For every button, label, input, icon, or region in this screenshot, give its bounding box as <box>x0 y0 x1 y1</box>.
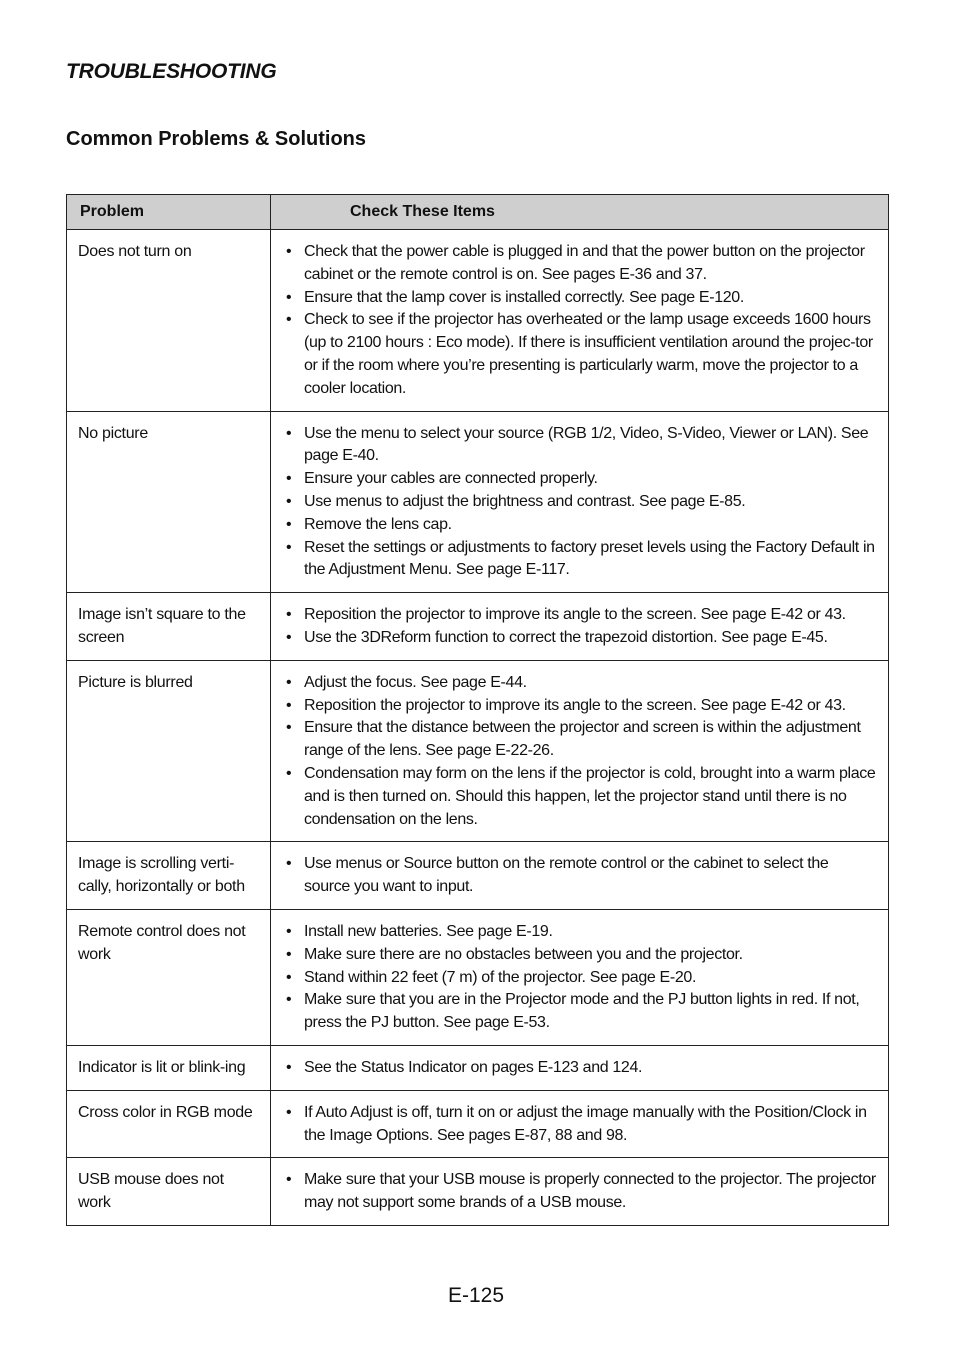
list-item-text: Make sure that you are in the Projector mode and the PJ button lights in red. If not, press the PJ button. See page E-53. <box>304 991 860 1032</box>
table-row <box>67 1090 889 1158</box>
list-item <box>283 287 876 310</box>
table-row <box>67 909 889 1045</box>
list-item-text: Ensure that the distance between the projector and screen is within the adjustment range of the lens. See page E-22-26. <box>304 719 861 760</box>
check-items-list <box>283 853 876 899</box>
list-item-text: Use menus to adjust the brightness and contrast. See page E-85. <box>304 492 746 510</box>
list-item <box>283 921 876 944</box>
bullet-icon: • <box>286 991 292 1009</box>
page-subtitle: Common Problems & Solutions <box>66 128 367 150</box>
table-row <box>67 660 889 842</box>
list-item-text: Use the menu to select your source (RGB 1/2, Video, S-Video, Viewer or LAN). See page E-40. <box>304 424 869 465</box>
list-item <box>283 309 876 400</box>
bullet-icon: • <box>286 855 292 873</box>
bullet-icon: • <box>286 311 292 329</box>
check-items-list <box>283 672 876 832</box>
list-item <box>283 491 876 514</box>
check-items-cell <box>271 660 889 842</box>
list-item-text: Remove the lens cap. <box>304 515 452 533</box>
check-items-list <box>283 1169 876 1215</box>
table-row <box>67 842 889 910</box>
bullet-icon: • <box>286 968 292 986</box>
list-item <box>283 672 876 695</box>
list-item-text: Ensure that the lamp cover is installed correctly. See page E-120. <box>304 288 744 306</box>
list-item-text: Use the 3DReform function to correct the trapezoid distortion. See page E-45. <box>304 628 828 646</box>
troubleshooting-table <box>66 194 889 1226</box>
list-item <box>283 853 876 899</box>
list-item <box>283 514 876 537</box>
list-item <box>283 1169 876 1215</box>
list-item-text: Install new batteries. See page E-19. <box>304 922 553 940</box>
bullet-icon: • <box>286 470 292 488</box>
bullet-icon: • <box>286 1171 292 1189</box>
check-items-list <box>283 604 876 650</box>
list-item <box>283 627 876 650</box>
bullet-icon: • <box>286 719 292 737</box>
check-items-cell <box>271 1158 889 1226</box>
list-item-text: Make sure that your USB mouse is properly connected to the projector. The projector may not support some brands of a USB mouse. <box>304 1171 876 1212</box>
list-item-text: Check that the power cable is plugged in and that the power button on the projector cabinet or the remote control is on. See pages E-36 and 37. <box>304 243 865 283</box>
table-row <box>67 411 889 593</box>
problem-cell: Cross color in RGB mode <box>67 1090 271 1158</box>
bullet-icon: • <box>286 424 292 442</box>
bullet-icon: • <box>286 288 292 306</box>
list-item-text: If Auto Adjust is off, turn it on or adjust the image manually with the Position/Clock in the Image Options. See pages E-87, 88 and 98. <box>304 1103 867 1144</box>
check-items-cell <box>271 230 889 412</box>
list-item <box>283 604 876 627</box>
section-title: TROUBLESHOOTING <box>66 60 277 83</box>
check-items-list <box>283 1102 876 1148</box>
problem-cell: Remote control does not work <box>67 909 271 1045</box>
bullet-icon: • <box>286 922 292 940</box>
list-item-text: Reset the settings or adjustments to factory preset levels using the Factory Default in the Adjustment Menu. See page E-117. <box>304 538 875 579</box>
list-item <box>283 944 876 967</box>
check-items-cell <box>271 1090 889 1158</box>
list-item-text: Ensure your cables are connected properly. <box>304 470 598 488</box>
list-item <box>283 1102 876 1148</box>
list-item <box>283 241 876 287</box>
bullet-icon: • <box>286 515 292 533</box>
bullet-icon: • <box>286 492 292 510</box>
check-items-list <box>283 921 876 1035</box>
list-item-text: Check to see if the projector has overheated or the lamp usage exceeds 1600 hours (up to 2100 hours : Eco mode). If there is insufficient ventilation around the projec-tor or if the room where you’re presenting is particularly warm, move the projector to a cooler location. <box>304 311 873 397</box>
list-item <box>283 1057 876 1080</box>
table-row <box>67 1045 889 1090</box>
list-item-text: Reposition the projector to improve its angle to the screen. See page E-42 or 43. <box>304 606 846 624</box>
problem-cell: Indicator is lit or blink-ing <box>67 1045 271 1090</box>
column-header-check-items: Check These Items <box>271 195 889 230</box>
table-row <box>67 230 889 412</box>
list-item <box>283 695 876 718</box>
bullet-icon: • <box>286 673 292 691</box>
problem-cell: Image is scrolling verti-cally, horizontally or both <box>67 842 271 910</box>
page-number: E-125 <box>448 1284 505 1307</box>
list-item-text: Condensation may form on the lens if the projector is cold, brought into a warm place and is then turned on. Should this happen, let the projector stand until there is no condensation on the lens. <box>304 764 876 828</box>
bullet-icon: • <box>286 696 292 714</box>
table-body <box>67 230 889 1226</box>
table-row <box>67 1158 889 1226</box>
list-item <box>283 468 876 491</box>
list-item-text: See the Status Indicator on pages E-123 and 124. <box>304 1058 643 1076</box>
bullet-icon: • <box>286 243 292 260</box>
problem-cell: No picture <box>67 411 271 593</box>
bullet-icon: • <box>286 764 292 782</box>
check-items-cell <box>271 909 889 1045</box>
problem-cell: Does not turn on <box>67 230 271 412</box>
check-items-list <box>283 1057 876 1080</box>
check-items-list <box>283 423 876 583</box>
problem-cell: USB mouse does not work <box>67 1158 271 1226</box>
bullet-icon: • <box>286 945 292 963</box>
table-header-row <box>67 195 889 230</box>
problem-cell: Picture is blurred <box>67 660 271 842</box>
bullet-icon: • <box>286 628 292 646</box>
check-items-cell <box>271 411 889 593</box>
list-item-text: Make sure there are no obstacles between you and the projector. <box>304 945 743 963</box>
bullet-icon: • <box>286 606 292 624</box>
list-item <box>283 763 876 831</box>
check-items-cell <box>271 842 889 910</box>
list-item-text: Use menus or Source button on the remote control or the cabinet to select the source you want to input. <box>304 855 829 896</box>
check-items-cell <box>271 1045 889 1090</box>
list-item-text: Adjust the focus. See page E-44. <box>304 673 527 691</box>
list-item <box>283 717 876 763</box>
bullet-icon: • <box>286 1103 292 1121</box>
bullet-icon: • <box>286 538 292 556</box>
table-row <box>67 593 889 661</box>
list-item <box>283 989 876 1035</box>
column-header-problem: Problem <box>67 195 271 230</box>
bullet-icon: • <box>286 1058 292 1076</box>
list-item-text: Stand within 22 feet (7 m) of the projector. See page E-20. <box>304 968 697 986</box>
list-item <box>283 537 876 583</box>
problem-cell: Image isn’t square to the screen <box>67 593 271 661</box>
list-item <box>283 967 876 990</box>
check-items-list <box>283 241 876 401</box>
list-item-text: Reposition the projector to improve its angle to the screen. See page E-42 or 43. <box>304 696 846 714</box>
check-items-cell <box>271 593 889 661</box>
list-item <box>283 423 876 469</box>
